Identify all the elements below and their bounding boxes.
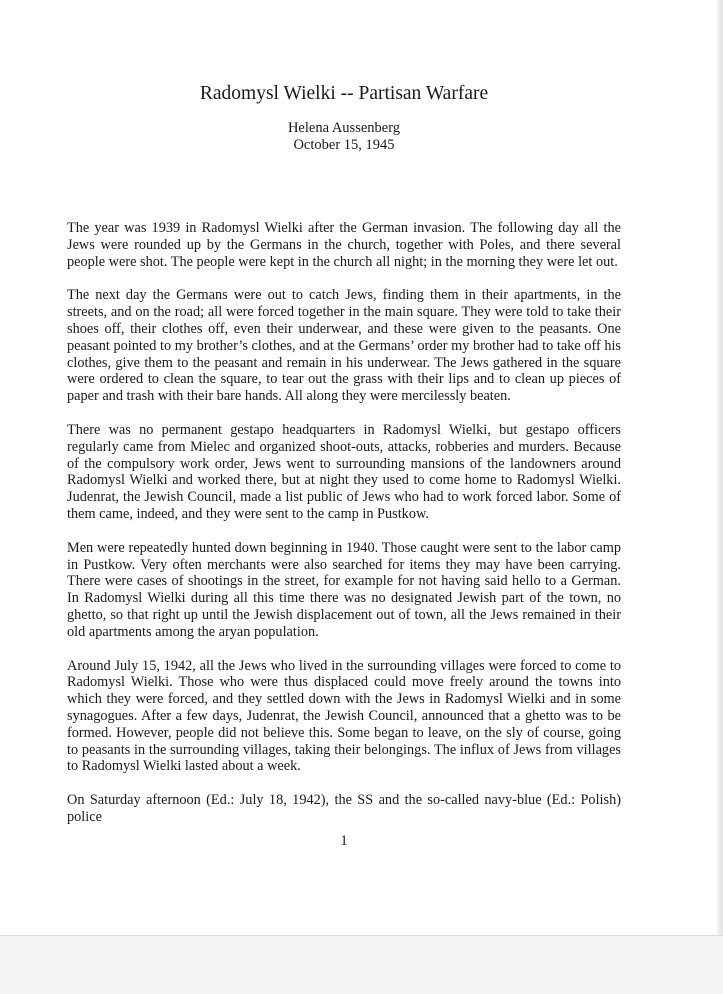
scan-bottom-edge — [0, 935, 723, 994]
scan-right-edge — [717, 0, 723, 994]
document-title: Radomysl Wielki -- Partisan Warfare — [199, 83, 489, 104]
document-date: October 15, 1945 — [293, 137, 395, 153]
paragraph-1: The year was 1939 in Radomysl Wielki after the German invasion. The following day all the Jews were rounded up by the Germans in the church, together with Poles, and there several people were shot. The people were kept in the church all night; in the morning they were let out. — [67, 220, 621, 270]
paragraph-5: Around July 15, 1942, all the Jews who lived in the surrounding villages were forced to come to Radomysl Wielki. Those who were thus displaced could move freely around the towns into which they were forced, and they settled down with the Jews in Radomysl Wielki and in some synagogues. After a few days, Judenrat, the Jewish Council, announced that a ghetto was to be formed. However, people did not believe this. Some began to leave, on the sly of course, going to peasants in the surrounding villages, taking their belongings. The influx of Jews from villages to Radomysl Wielki lasted about a week. — [67, 657, 621, 775]
paragraph-2: The next day the Germans were out to catch Jews, finding them in their apartments, in the streets, and on the road; all were forced together in the main square. They were told to take their shoes off, their clothes off, even their underwear, and these were given to the peasants. One peasant pointed to my brother’s clothes, and at the Germans’ order my brother had to take off his clothes, give them to the peasant and remain in his underwear. The Jews gathered in the square were ordered to clean the square, to tear out the grass with their lips and to clean up pieces of paper and trash with their bare hands. All along they were mercilessly beaten. — [67, 287, 621, 405]
page-number: 1 — [340, 833, 348, 849]
paragraph-3: There was no permanent gestapo headquarters in Radomysl Wielki, but gestapo officers regularly came from Mielec and organized shoot-outs, attacks, robberies and murders. Because of the compulsory work order, Jews went to surrounding mansions of the landowners around Radomysl Wielki and worked there, but at night they used to come home to Radomysl Wielki. Judenrat, the Jewish Council, made a list public of Jews who had to work forced labor. Some of them came, indeed, and they were sent to the camp in Pustkow. — [67, 421, 621, 522]
document-body — [67, 220, 621, 843]
document-author: Helena Aussenberg — [287, 120, 401, 136]
paragraph-4: Men were repeatedly hunted down beginning in 1940. Those caught were sent to the labor camp in Pustkow. Very often merchants were also searched for items they may have been carrying. There were cases of shootings in the street, for example for not having said hello to a German. In Radomysl Wielki during all this time there was no designated Jewish part of the town, no ghetto, so that right up until the Jewish displacement out of town, all the Jews remained in their old apartments among the aryan population. — [67, 539, 621, 640]
paragraph-6: On Saturday afternoon (Ed.: July 18, 1942), the SS and the so-called navy-blue (Ed.: Polish) police — [67, 792, 621, 825]
